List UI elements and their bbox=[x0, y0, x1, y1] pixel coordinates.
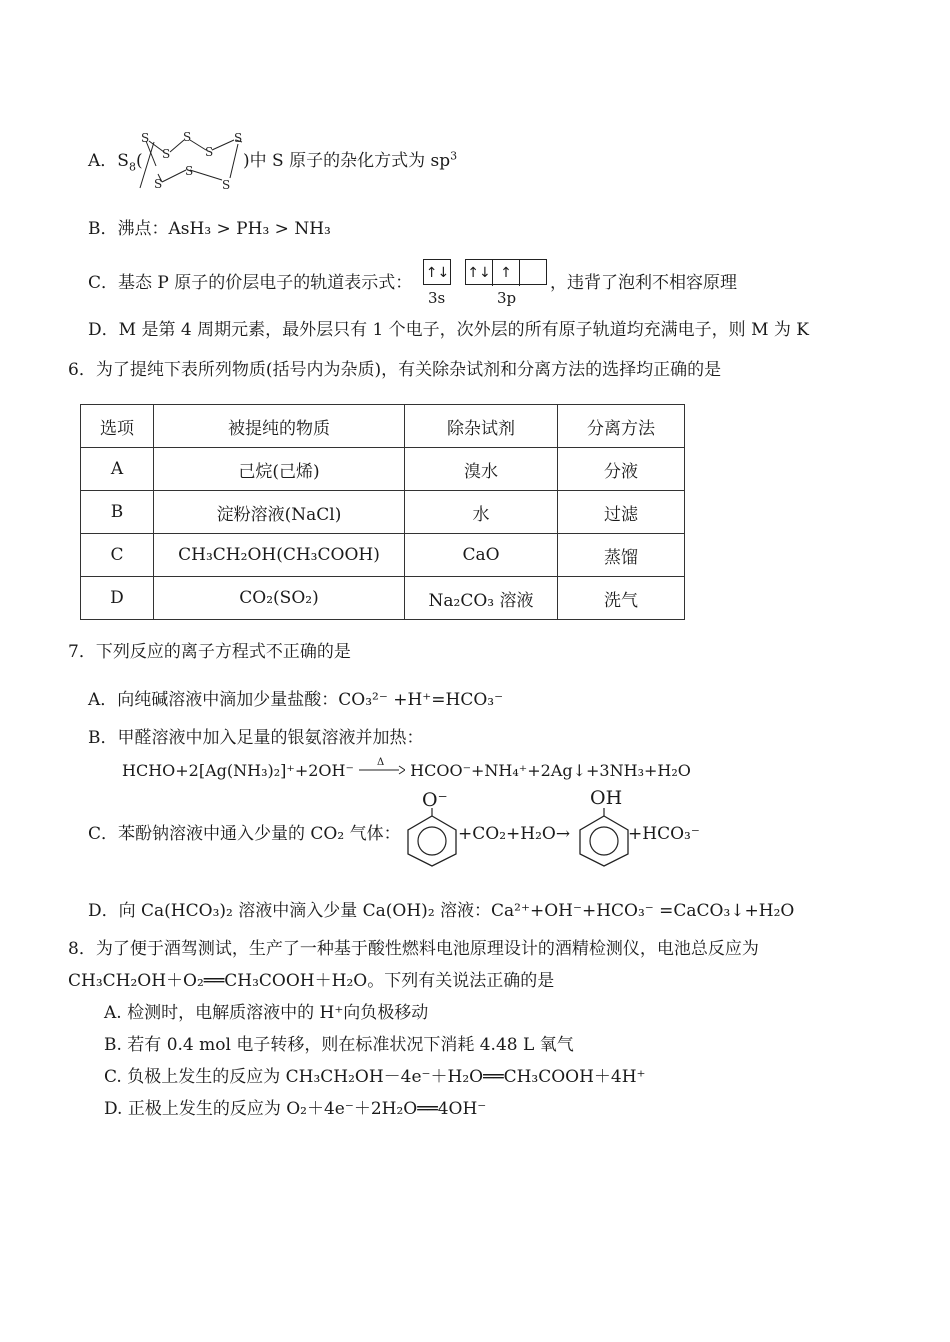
q8-option-a: A. 检测时，电解质溶液中的 H⁺向负极移动 bbox=[104, 1003, 429, 1023]
q5-option-d: D．M 是第 4 周期元素，最外层只有 1 个电子，次外层的所有原子轨道均充满电子，则 M 为 K bbox=[88, 320, 810, 340]
q5-option-c-suffix: ，违背了泡利不相容原理 bbox=[550, 273, 737, 293]
q5-a-suffix bbox=[243, 150, 457, 172]
cell: CaO bbox=[405, 534, 558, 577]
q5-a-prefix: A．S bbox=[88, 151, 129, 171]
cell: B bbox=[81, 491, 154, 534]
q8-option-d: D. 正极上发生的反应为 O₂＋4e⁻＋2H₂O══4OH⁻ bbox=[104, 1099, 487, 1119]
q5-a-after: )中 S 原子的杂化方式为 sp bbox=[243, 151, 451, 171]
orbital-diagram bbox=[423, 259, 553, 311]
q5-option-c-prefix: C．基态 P 原子的价层电子的轨道表示式： bbox=[88, 273, 413, 293]
cell: 淀粉溶液(NaCl) bbox=[154, 491, 405, 534]
header-option: 选项 bbox=[81, 405, 154, 448]
cell: 水 bbox=[405, 491, 558, 534]
header-reagent: 除杂试剂 bbox=[405, 405, 558, 448]
cell: CO₂(SO₂) bbox=[154, 577, 405, 620]
cell: 洗气 bbox=[558, 577, 685, 620]
q7-option-b: B．甲醛溶液中加入足量的银氨溶液并加热： bbox=[88, 728, 424, 748]
q7-option-d: D．向 Ca(HCO₃)₂ 溶液中滴入少量 Ca(OH)₂ 溶液：Ca²⁺+OH⁻+HCO₃⁻ =CaCO₃↓+H₂O bbox=[88, 901, 795, 921]
q7-b-equation bbox=[122, 757, 691, 782]
phenoxide-label: O⁻ bbox=[422, 789, 448, 811]
cell: A bbox=[81, 448, 154, 491]
cell: 过滤 bbox=[558, 491, 685, 534]
s8-ring-structure bbox=[134, 128, 246, 194]
s-atom-7: S bbox=[185, 164, 194, 178]
q7-stem: 7．下列反应的离子方程式不正确的是 bbox=[68, 642, 351, 662]
q7-c-middle: +CO₂+H₂O→ bbox=[458, 824, 571, 844]
q8-stem-line1: 8．为了便于酒驾测试，生产了一种基于酸性燃料电池原理设计的酒精检测仪，电池总反应为 bbox=[68, 939, 759, 959]
s-atom-3: S bbox=[183, 130, 192, 144]
orbital-3p-cell-1: ↑↓ bbox=[466, 260, 493, 286]
q8-option-b: B. 若有 0.4 mol 电子转移，则在标准状况下消耗 4.48 L 氧气 bbox=[104, 1035, 574, 1055]
heat-arrow bbox=[359, 757, 405, 776]
benzene-ring-phenol bbox=[576, 806, 632, 868]
phenol-label: OH bbox=[590, 787, 623, 809]
q5-option-b: B．沸点：AsH₃ > PH₃ > NH₃ bbox=[88, 219, 331, 239]
s-atom-2: S bbox=[162, 147, 171, 161]
q7-c-end: +HCO₃⁻ bbox=[628, 824, 700, 844]
table-row bbox=[81, 534, 685, 577]
q8-option-c: C. 负极上发生的反应为 CH₃CH₂OH－4e⁻＋H₂O══CH₃COOH＋4H⁺ bbox=[104, 1067, 646, 1087]
s-atom-6: S bbox=[154, 177, 163, 191]
q7-option-a: A．向纯碱溶液中滴加少量盐酸：CO₃²⁻ +H⁺=HCO₃⁻ bbox=[88, 690, 504, 710]
arrow-icon bbox=[359, 765, 405, 775]
q7-b-left: HCHO+2[Ag(NH₃)₂]⁺+2OH⁻ bbox=[122, 761, 354, 780]
table-row bbox=[81, 577, 685, 620]
header-substance: 被提纯的物质 bbox=[154, 405, 405, 448]
table-row bbox=[81, 448, 685, 491]
cell: 蒸馏 bbox=[558, 534, 685, 577]
q5-a-paren: ( bbox=[135, 151, 143, 171]
s-atom-4: S bbox=[205, 145, 214, 159]
q5-a-sup: 3 bbox=[450, 149, 458, 163]
q8-stem-line2: CH₃CH₂OH＋O₂══CH₃COOH＋H₂O。下列有关说法正确的是 bbox=[68, 971, 555, 991]
orbital-3p-cell-2: ↑ bbox=[493, 260, 520, 286]
orbital-3s-cell: ↑↓ bbox=[425, 265, 450, 281]
cell: 溴水 bbox=[405, 448, 558, 491]
s-atom-5: S bbox=[234, 131, 243, 145]
orbital-3p-box bbox=[465, 259, 547, 285]
q7-option-c-prefix: C．苯酚钠溶液中通入少量的 CO₂ 气体： bbox=[88, 824, 401, 844]
cell: C bbox=[81, 534, 154, 577]
orbital-3s-box bbox=[423, 259, 451, 285]
table-header-row bbox=[81, 405, 685, 448]
q6-stem: 6．为了提纯下表所列物质(括号内为杂质)，有关除杂试剂和分离方法的选择均正确的是 bbox=[68, 360, 722, 380]
q5-a-sub: 8 bbox=[128, 160, 136, 174]
cell: CH₃CH₂OH(CH₃COOH) bbox=[154, 534, 405, 577]
label-3p: 3p bbox=[497, 289, 517, 307]
cell: D bbox=[81, 577, 154, 620]
table-row bbox=[81, 491, 685, 534]
q6-table bbox=[80, 404, 685, 620]
cell: 分液 bbox=[558, 448, 685, 491]
s-atom-8: S bbox=[222, 178, 231, 192]
header-method: 分离方法 bbox=[558, 405, 685, 448]
label-3s: 3s bbox=[428, 289, 446, 307]
benzene-ring-phenoxide bbox=[404, 806, 460, 868]
cell: Na₂CO₃ 溶液 bbox=[405, 577, 558, 620]
cell: 己烷(己烯) bbox=[154, 448, 405, 491]
orbital-3p-cell-3 bbox=[520, 260, 547, 286]
delta-symbol: Δ bbox=[377, 757, 385, 768]
s-atom-1: S bbox=[141, 131, 150, 145]
q7-b-right: HCOO⁻+NH₄⁺+2Ag↓+3NH₃+H₂O bbox=[410, 761, 691, 780]
